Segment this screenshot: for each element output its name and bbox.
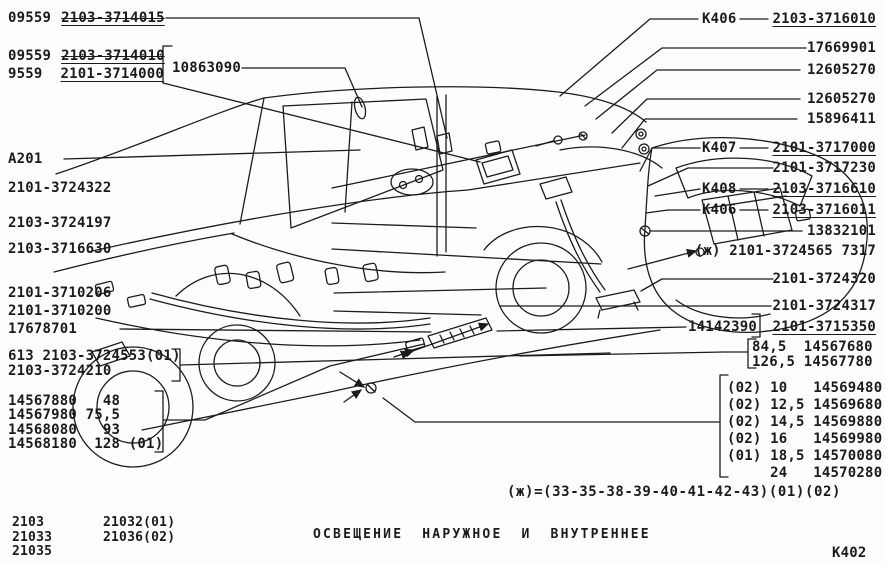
- part-label-3715350: 2101-3715350: [772, 319, 876, 335]
- part-label-17678701: 17678701: [8, 321, 78, 337]
- sill-lamp: [428, 318, 492, 348]
- window-frame: [283, 99, 443, 228]
- part-label-3724320: 2101-3724320: [772, 271, 876, 287]
- roof-line: [264, 87, 646, 122]
- door-bottom: [96, 318, 420, 346]
- model-cell: 21036(02): [103, 530, 176, 545]
- part-label-a201: A201: [8, 151, 43, 167]
- part-label-3724317: 2101-3724317: [772, 298, 876, 314]
- part-label-10863090: 10863090: [172, 60, 242, 76]
- rear-wheelhouse: [676, 300, 770, 318]
- size-row-1: 84,5 14567680: [752, 339, 873, 355]
- size-row-2: 126,5 14567780: [752, 354, 873, 370]
- part-label-15896411: 15896411: [806, 111, 876, 127]
- beltline: [88, 163, 640, 252]
- front-hub-inner: [214, 340, 260, 386]
- rear-arch: [484, 227, 602, 262]
- part-label-3714015: 09559 2103-3714015: [8, 10, 165, 26]
- roof-grommet: [352, 96, 367, 120]
- part-label-3716010: 2103-3716010: [772, 11, 876, 27]
- rear-wheel-outer: [496, 243, 586, 333]
- glovebox-lamp: [485, 141, 501, 155]
- sill-lamp-arrow: [410, 324, 488, 352]
- length-row-1: (02) 10 14569480: [727, 380, 883, 396]
- model-cell: 21035: [12, 544, 53, 559]
- part-label-3724197: 2103-3724197: [8, 215, 112, 231]
- part-label-3716630: 2103-3716630: [8, 241, 112, 257]
- wire-row-1: 14567880 48: [8, 393, 121, 409]
- part-label-3716011: 2103-3716011: [772, 202, 876, 218]
- pillar-switch-2: [437, 133, 452, 154]
- hood-line: [56, 98, 264, 174]
- part-label-3724553: 613 2103-3724553(01): [8, 348, 181, 364]
- ref-code-k407: K407: [702, 140, 737, 156]
- part-label-3710206: 2101-3710206: [8, 285, 112, 301]
- floor-line: [232, 234, 445, 273]
- model-cell: 21032(01): [103, 515, 176, 530]
- a-pillar: [240, 98, 264, 224]
- rocker-line: [142, 330, 660, 430]
- part-label-3714010: 09559 2103-3714010: [8, 48, 165, 64]
- bolt-1: [536, 141, 553, 146]
- rear-dome-lamp: [540, 177, 572, 199]
- door-harness: [150, 293, 430, 329]
- footnote: (ж)=(33-35-38-39-40-41-42-43)(01)(02): [507, 484, 842, 500]
- ref-code-k406: K406: [702, 11, 737, 27]
- vent-divider: [345, 102, 352, 212]
- length-row-5: (01) 18,5 14570080: [727, 448, 883, 464]
- c-pillar-harness: [556, 200, 605, 292]
- model-cell: 2103: [12, 515, 45, 530]
- ref-code-k408: K408: [702, 181, 737, 197]
- pillar-switch-1: [412, 127, 428, 150]
- front-hub-outer: [199, 325, 275, 401]
- page-code: K402: [832, 545, 867, 561]
- part-label-3717230: 2101-3717230: [772, 160, 876, 176]
- clip-arrow: [394, 350, 414, 357]
- part-label-3714000: 9559 2101-3714000: [8, 66, 165, 82]
- mirror-oval: [391, 169, 433, 195]
- part-label-12605270b: 12605270: [806, 91, 876, 107]
- wire-row-3: 14568080 93: [8, 422, 121, 438]
- part-label-3717000: 2101-3717000: [772, 140, 876, 156]
- part-label-3724565: (ж) 2101-3724565 7317: [694, 243, 876, 259]
- parcel-line: [560, 147, 662, 168]
- front-arch: [176, 273, 300, 316]
- license-bracket: [596, 290, 640, 318]
- part-label-17669901: 17669901: [806, 40, 876, 56]
- wire-clip: [405, 338, 425, 352]
- dome-lamp: [476, 150, 520, 184]
- part-label-3710200: 2101-3710200: [8, 303, 112, 319]
- washer-1: [636, 129, 646, 139]
- length-row-6: 24 14570280: [727, 465, 883, 481]
- length-row-3: (02) 14,5 14569880: [727, 414, 883, 430]
- page-caption: ОСВЕЩЕНИЕ НАРУЖНОЕ И ВНУТРЕННЕЕ: [313, 527, 651, 542]
- wire-row-4: 14568180 128 (01): [8, 436, 164, 452]
- b-pillar: [437, 95, 446, 256]
- part-label-13832101: 13832101: [806, 223, 876, 239]
- model-cell: 21033: [12, 530, 53, 545]
- washer-2: [639, 144, 649, 154]
- wire-row-2: 14567980 75,5: [8, 407, 121, 423]
- length-row-4: (02) 16 14569980: [727, 431, 883, 447]
- screw-head-1: [579, 132, 587, 140]
- rear-wheel-inner: [513, 260, 569, 316]
- length-row-2: (02) 12,5 14569680: [727, 397, 883, 413]
- part-label-3724210: 2103-3724210: [8, 363, 112, 379]
- screw-13832101: [640, 226, 650, 236]
- ref-code-k406b: K406: [702, 202, 737, 218]
- part-label-12605270a: 12605270: [806, 62, 876, 78]
- part-label-14142390: 14142390: [688, 319, 758, 335]
- part-label-3716610: 2103-3716610: [772, 181, 876, 197]
- part-label-3724322: 2101-3724322: [8, 180, 112, 196]
- cross-screw: [366, 383, 376, 393]
